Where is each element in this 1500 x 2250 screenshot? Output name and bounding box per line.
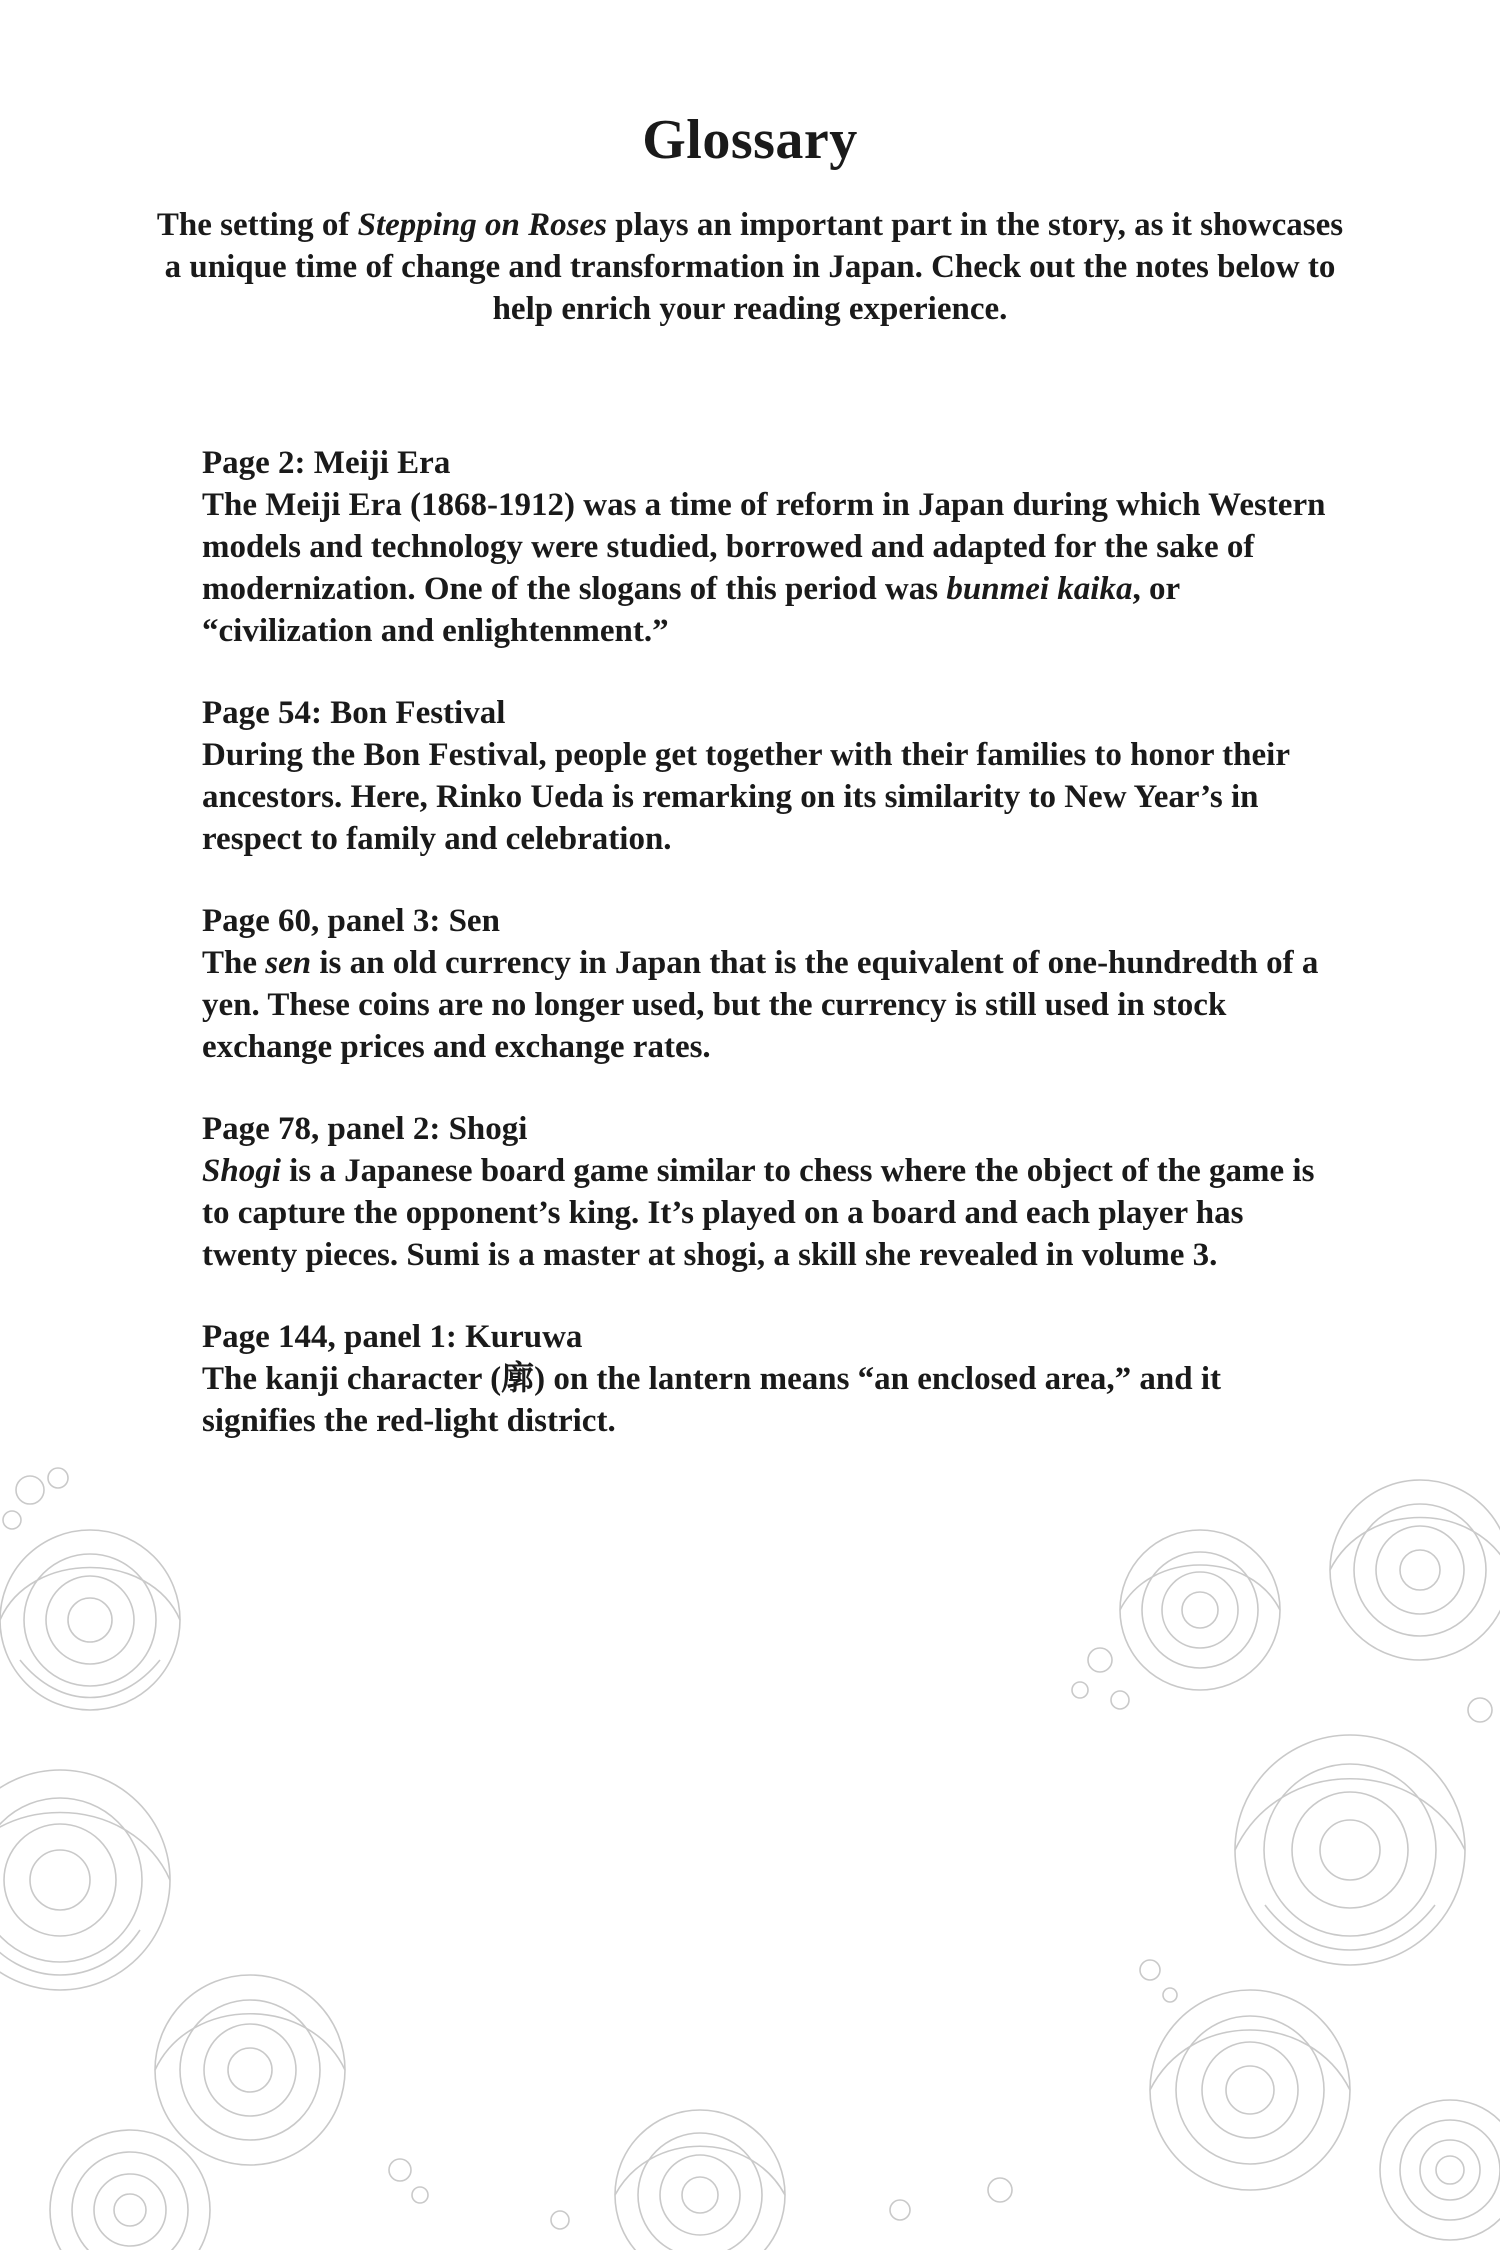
rose-bloom [50, 2130, 210, 2250]
intro-text-start: The setting of [156, 207, 358, 243]
rose-bloom [0, 1530, 180, 1710]
entry-heading: Page 144, panel 1: Kuruwa [202, 1319, 583, 1355]
entry-body [202, 942, 1342, 1068]
rose-bloom [1235, 1735, 1465, 1965]
entry-body-text: , or “civilization and enlightenment.” [202, 571, 1180, 649]
entry-body-text: The [202, 945, 266, 981]
entry-body-text: The Meiji Era (1868-1912) was a time of reform in Japan during which Western models and technology were studied, borrowed and adapted for the sake of modernization. One of the slogans of this period was [202, 487, 1326, 607]
page-title: Glossary [642, 109, 858, 171]
glossary-entry-meiji-era [202, 442, 1342, 652]
rose-bloom [1330, 1480, 1500, 1660]
entry-body [202, 1150, 1342, 1276]
glossary-entry-shogi [202, 1108, 1342, 1276]
entry-body: During the Bon Festival, people get together with their families to honor their ancestors. Here, Rinko Ueda is remarking on its similarity to New Year’s in respect to family and celebration. [202, 737, 1290, 857]
rose-bloom [1150, 1990, 1350, 2190]
entry-body-term: bunmei kaika [946, 571, 1133, 607]
entry-heading: Page 2: Meiji Era [202, 445, 451, 481]
entry-body-text: is a Japanese board game similar to chess where the object of the game is to capture the opponent’s king. It’s played on a board and each player has twenty pieces. Sumi is a master at shogi, a skill she revealed in volume 3. [202, 1153, 1315, 1273]
rose-illustration-border [0, 1450, 1500, 2250]
entry-body: The kanji character (廓) on the lantern means “an enclosed area,” and it signifies the red-light district. [202, 1361, 1221, 1439]
intro-text-end: plays an important part in the story, as it showcases a unique time of change and transformation in Japan. Check out the notes below to help enrich your reading experience. [164, 207, 1344, 327]
entry-body-text: is an old currency in Japan that is the equivalent of one-hundredth of a yen. These coins are no longer used, but the currency is still used in stock exchange prices and exchange rates. [202, 945, 1319, 1065]
rose-line-art [0, 1450, 1500, 2250]
glossary-entry-bon-festival [202, 692, 1342, 860]
book-title: Stepping on Roses [357, 207, 607, 243]
entry-body-term: sen [265, 945, 312, 981]
rose-bud-cluster [3, 1468, 1492, 2229]
glossary-entry-kuruwa [202, 1316, 1342, 1442]
rose-bloom [0, 1770, 170, 1990]
intro-paragraph [150, 204, 1350, 330]
rose-bloom [1120, 1530, 1280, 1690]
glossary-entry-sen [202, 900, 1342, 1068]
entry-heading: Page 78, panel 2: Shogi [202, 1111, 528, 1147]
entry-heading: Page 54: Bon Festival [202, 695, 506, 731]
rose-bloom [155, 1975, 345, 2165]
entry-body [202, 484, 1342, 652]
entry-body-term: Shogi [202, 1153, 281, 1189]
rose-bloom [615, 2110, 785, 2250]
glossary-list [202, 442, 1342, 1482]
rose-bloom [1380, 2100, 1500, 2240]
entry-heading: Page 60, panel 3: Sen [202, 903, 500, 939]
